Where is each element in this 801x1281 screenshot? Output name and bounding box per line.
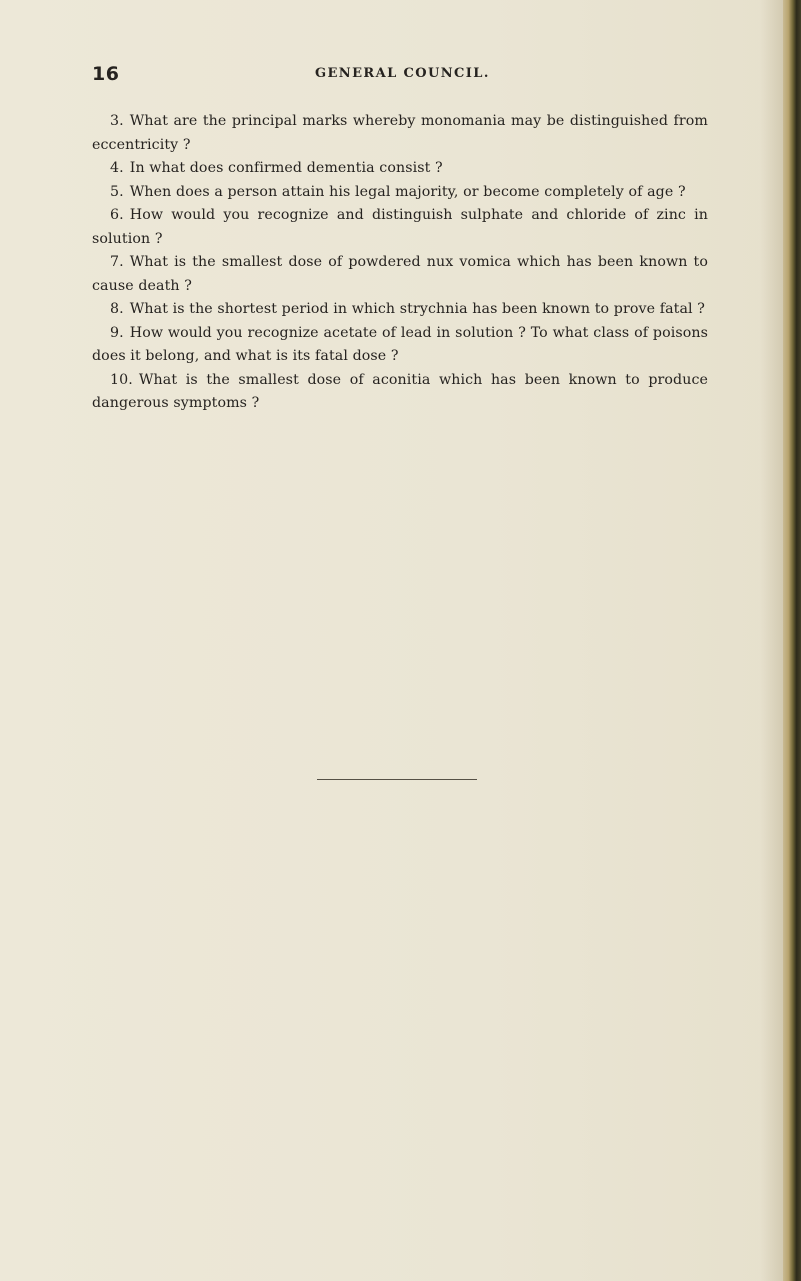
question-item xyxy=(92,157,708,181)
question-item xyxy=(92,181,708,205)
book-binding-edge xyxy=(783,0,801,1281)
question-item xyxy=(92,322,708,369)
question-item xyxy=(92,204,708,251)
section-end-rule xyxy=(317,779,477,780)
question-number: 7. xyxy=(110,254,124,270)
question-number: 4. xyxy=(110,160,124,176)
question-text: How would you recognize and distinguish sulphate and chloride of zinc in solution ? xyxy=(92,207,708,247)
question-list xyxy=(92,110,708,416)
question-text: What is the shortest period in which strychnia has been known to prove fatal ? xyxy=(129,301,705,317)
page-number: 16 xyxy=(92,63,120,85)
question-item xyxy=(92,110,708,157)
question-text: When does a person attain his legal majority, or become completely of age ? xyxy=(129,183,686,200)
question-text: What are the principal marks whereby monomania may be distinguished from eccentricity ? xyxy=(92,113,708,153)
question-text: What is the smallest dose of aconitia which has been known to produce dangerous symptoms ? xyxy=(92,371,708,411)
question-number: 5. xyxy=(110,183,124,200)
question-text: In what does confirmed dementia consist ? xyxy=(129,160,443,176)
question-number: 3. xyxy=(110,113,124,129)
question-item xyxy=(92,369,708,416)
question-text: How would you recognize acetate of lead in solution ? To what class of poisons does it belong, and what is its fatal dose ? xyxy=(92,324,708,364)
question-number: 10. xyxy=(110,371,133,388)
question-number: 6. xyxy=(110,207,124,223)
question-number: 8. xyxy=(110,301,124,317)
binding-shadow xyxy=(760,0,784,1281)
question-item xyxy=(92,251,708,298)
running-head: GENERAL COUNCIL. xyxy=(315,66,490,81)
question-number: 9. xyxy=(110,324,124,341)
question-text: What is the smallest dose of powdered nux vomica which has been known to cause death ? xyxy=(92,254,708,294)
question-item xyxy=(92,298,708,322)
